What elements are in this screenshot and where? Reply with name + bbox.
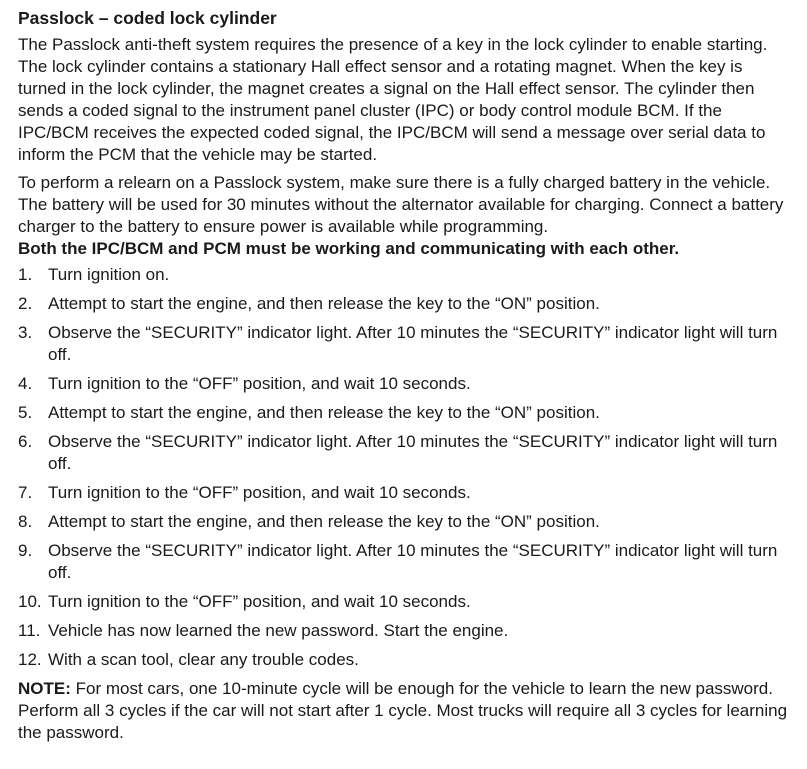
list-item xyxy=(18,402,795,424)
list-item xyxy=(18,373,795,395)
note-label: NOTE: xyxy=(18,679,71,698)
step-number: 12. xyxy=(18,650,42,669)
step-text: Attempt to start the engine, and then release the key to the “ON” position. xyxy=(48,403,600,422)
step-number: 1. xyxy=(18,265,33,284)
list-item xyxy=(18,591,795,613)
list-item xyxy=(18,620,795,642)
intro-paragraph: The Passlock anti-theft system requires the presence of a key in the lock cylinder to enable starting. The lock cylinder contains a stationary Hall effect sensor and a rotating magnet. When the key is turned in the lock cylinder, the magnet creates a signal on the Hall effect sensor. The cylinder then sends a coded signal to the instrument panel cluster (IPC) or body control module BCM. If the IPC/BCM receives the expected coded signal, the IPC/BCM will send a message over serial data to inform the PCM that the vehicle may be started. xyxy=(18,35,768,164)
list-item xyxy=(18,511,795,533)
step-text: Attempt to start the engine, and then release the key to the “ON” position. xyxy=(48,294,600,313)
note-text: For most cars, one 10-minute cycle will be enough for the vehicle to learn the new password. Perform all 3 cycles if the car will not start after 1 cycle. Most trucks will require all 3 cycles for learning the password. xyxy=(18,679,788,742)
list-item xyxy=(18,482,795,504)
step-number: 8. xyxy=(18,512,33,531)
page-title: Passlock – coded lock cylinder xyxy=(18,8,277,28)
list-item xyxy=(18,649,795,671)
step-number: 6. xyxy=(18,432,33,451)
note-paragraph xyxy=(18,678,795,744)
relearn-paragraph xyxy=(18,172,795,260)
step-text: Observe the “SECURITY” indicator light. After 10 minutes the “SECURITY” indicator light will turn off. xyxy=(48,432,778,473)
list-item xyxy=(18,264,795,286)
step-text: Turn ignition to the “OFF” position, and wait 10 seconds. xyxy=(48,592,471,611)
list-item xyxy=(18,293,795,315)
step-text: With a scan tool, clear any trouble codes. xyxy=(48,650,359,669)
step-number: 7. xyxy=(18,483,33,502)
step-text: Turn ignition on. xyxy=(48,265,170,284)
step-number: 3. xyxy=(18,323,33,342)
relearn-text: To perform a relearn on a Passlock system, make sure there is a fully charged battery in the vehicle. The battery will be used for 30 minutes without the alternator available for charging. Connect a battery charger to the battery to ensure power is available while programming. xyxy=(18,173,784,236)
steps-list xyxy=(18,264,795,671)
list-item xyxy=(18,431,795,475)
step-number: 11. xyxy=(18,621,41,640)
step-number: 5. xyxy=(18,403,33,422)
step-text: Attempt to start the engine, and then release the key to the “ON” position. xyxy=(48,512,600,531)
step-text: Turn ignition to the “OFF” position, and wait 10 seconds. xyxy=(48,483,471,502)
step-number: 2. xyxy=(18,294,33,313)
step-text: Observe the “SECURITY” indicator light. After 10 minutes the “SECURITY” indicator light will turn off. xyxy=(48,541,778,582)
step-number: 9. xyxy=(18,541,33,560)
list-item xyxy=(18,322,795,366)
step-text: Observe the “SECURITY” indicator light. After 10 minutes the “SECURITY” indicator light will turn off. xyxy=(48,323,778,364)
list-item xyxy=(18,540,795,584)
step-number: 4. xyxy=(18,374,33,393)
step-number: 10. xyxy=(18,592,42,611)
relearn-requirement: Both the IPC/BCM and PCM must be working and communicating with each other. xyxy=(18,239,680,258)
step-text: Vehicle has now learned the new password. Start the engine. xyxy=(48,621,509,640)
step-text: Turn ignition to the “OFF” position, and wait 10 seconds. xyxy=(48,374,471,393)
